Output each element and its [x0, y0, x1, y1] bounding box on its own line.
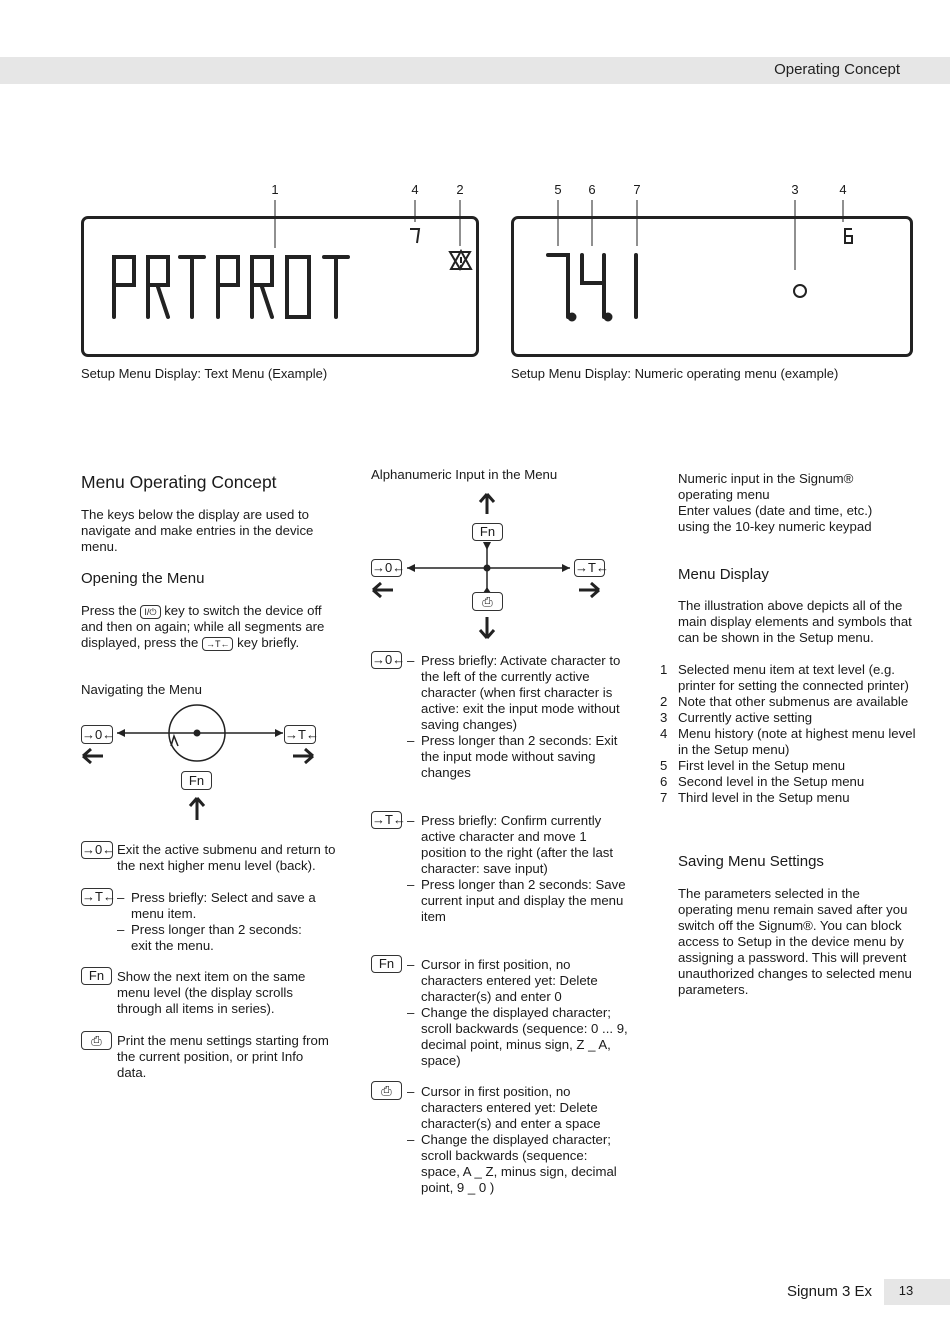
- alpha-print-key[interactable]: ⎙: [472, 592, 503, 611]
- nav-tare-key[interactable]: →T←: [285, 727, 319, 742]
- callout-1: 1: [271, 182, 279, 197]
- callout-3: 3: [791, 182, 799, 197]
- header-title: Operating Concept: [774, 61, 900, 78]
- print-key-desc: Print the menu settings starting from the current position, or print Info data.: [117, 1033, 329, 1080]
- callout-2: 2: [456, 182, 464, 197]
- numeric-menu-display: [511, 216, 913, 357]
- print-key-icon: ⎙: [81, 1031, 112, 1050]
- menu-concept-intro: The keys below the display are used to navigate and make entries in the device menu.: [81, 507, 314, 554]
- segment-readout-numeric: [514, 219, 910, 354]
- navigation-diagram: [75, 698, 335, 823]
- tare-key-desc: – Press briefly: Select and save a menu item. – Press longer than 2 seconds: exit the menu.: [117, 890, 317, 954]
- callout-4b: 4: [839, 182, 847, 197]
- col2-print-key-icon: ⎙: [371, 1081, 402, 1100]
- alphanumeric-title: Alphanumeric Input in the Menu: [371, 467, 558, 482]
- numeric-input-text: Numeric input in the Signum® operating menu: [678, 471, 854, 502]
- numeric-menu-caption: Setup Menu Display: Numeric operating menu (example): [511, 366, 839, 381]
- alpha-tare-key[interactable]: →T←: [575, 560, 609, 575]
- legend-item: 6 Second level in the Setup menu: [660, 774, 865, 789]
- saving-text: The parameters selected in the operating menu remain saved after you switch off the Signum®. You can block access to Setup in the device menu by assigning a password. This will prevent unauthorized changes to selected menu parameters.: [678, 886, 912, 997]
- opening-menu-text: Press the I/⏻ key to switch the device off and then on again; while all segments are displayed, press the →T← key briefly.: [81, 603, 325, 650]
- alpha-fn-key[interactable]: Fn: [472, 523, 503, 541]
- legend-item: 3 Currently active setting: [660, 710, 813, 725]
- legend-item: 4 Menu history (note at highest menu level in the Setup menu): [660, 726, 916, 757]
- zero-key-desc: Exit the active submenu and return to the next higher menu level (back).: [117, 842, 336, 873]
- col2-zero-key-icon: →0←: [372, 652, 406, 667]
- col2-zero-desc: – Press briefly: Activate character to the left of the currently active character (when first character is active: exit the input mode without saving changes) – Press longer than 2 seconds: Exit the input mode without saving changes: [407, 653, 629, 781]
- display-legend: [660, 662, 918, 806]
- nav-zero-key[interactable]: →0←: [82, 727, 116, 742]
- col2-tare-key-icon: →T←: [372, 812, 406, 827]
- zero-key-icon: →0←: [82, 842, 116, 857]
- legend-item: 1 Selected menu item at text level (e.g. printer for setting the connected printer): [660, 662, 909, 693]
- menu-display-intro: The illustration above depicts all of the main display elements and symbols that can be shown in the Setup menu.: [678, 598, 912, 645]
- callout-7: 7: [633, 182, 641, 197]
- callout-5: 5: [554, 182, 562, 197]
- legend-item: 2 Note that other submenus are available: [660, 694, 909, 709]
- callout-6: 6: [588, 182, 596, 197]
- tare-key-icon-2: →T←: [82, 889, 116, 904]
- col2-fn-key-icon: Fn: [371, 955, 402, 973]
- legend-item: 5 First level in the Setup menu: [660, 758, 846, 773]
- col2-fn-desc: – Cursor in first position, no characters entered yet: Delete character(s) and enter 0 – Change the displayed character; scroll backwards (sequence: 0 ... 9, decimal point, minus sign, Z _ A, space): [407, 957, 629, 1069]
- text-menu-caption: Setup Menu Display: Text Menu (Example): [81, 366, 328, 381]
- fn-key-desc: Show the next item on the same menu level (the display scrolls through all items in series).: [117, 969, 306, 1016]
- callout-4: 4: [411, 182, 419, 197]
- fn-key-icon: Fn: [81, 967, 112, 985]
- page-number: 13: [898, 1283, 914, 1298]
- numeric-input-text-2: Enter values (date and time, etc.) using the 10-key numeric keypad: [678, 503, 873, 534]
- menu-display-title: Menu Display: [678, 566, 769, 583]
- onoff-key-icon: I/⏻: [140, 605, 160, 619]
- alpha-zero-key[interactable]: →0←: [372, 560, 406, 575]
- footer-model: Signum 3 Ex: [786, 1283, 872, 1300]
- col2-print-desc: – Cursor in first position, no characters entered yet: Delete character(s) and enter a space – Change the displayed character; scroll backwards (sequence: space, A _ Z, minus sign, decimal point, 9 _ 0 ): [407, 1084, 629, 1196]
- col2-tare-desc: – Press briefly: Confirm currently active character and move 1 position to the right (after the last character: save input) – Press longer than 2 seconds: Save current input and display the menu item: [407, 813, 629, 925]
- nav-fn-key[interactable]: Fn: [181, 771, 212, 790]
- menu-concept-title: Menu Operating Concept: [81, 472, 277, 492]
- opening-menu-title: Opening the Menu: [81, 570, 205, 587]
- legend-item: 7 Third level in the Setup menu: [660, 790, 850, 805]
- navigating-menu-title: Navigating the Menu: [81, 682, 202, 697]
- saving-title: Saving Menu Settings: [678, 853, 824, 870]
- tare-key-icon: →T←: [202, 637, 234, 651]
